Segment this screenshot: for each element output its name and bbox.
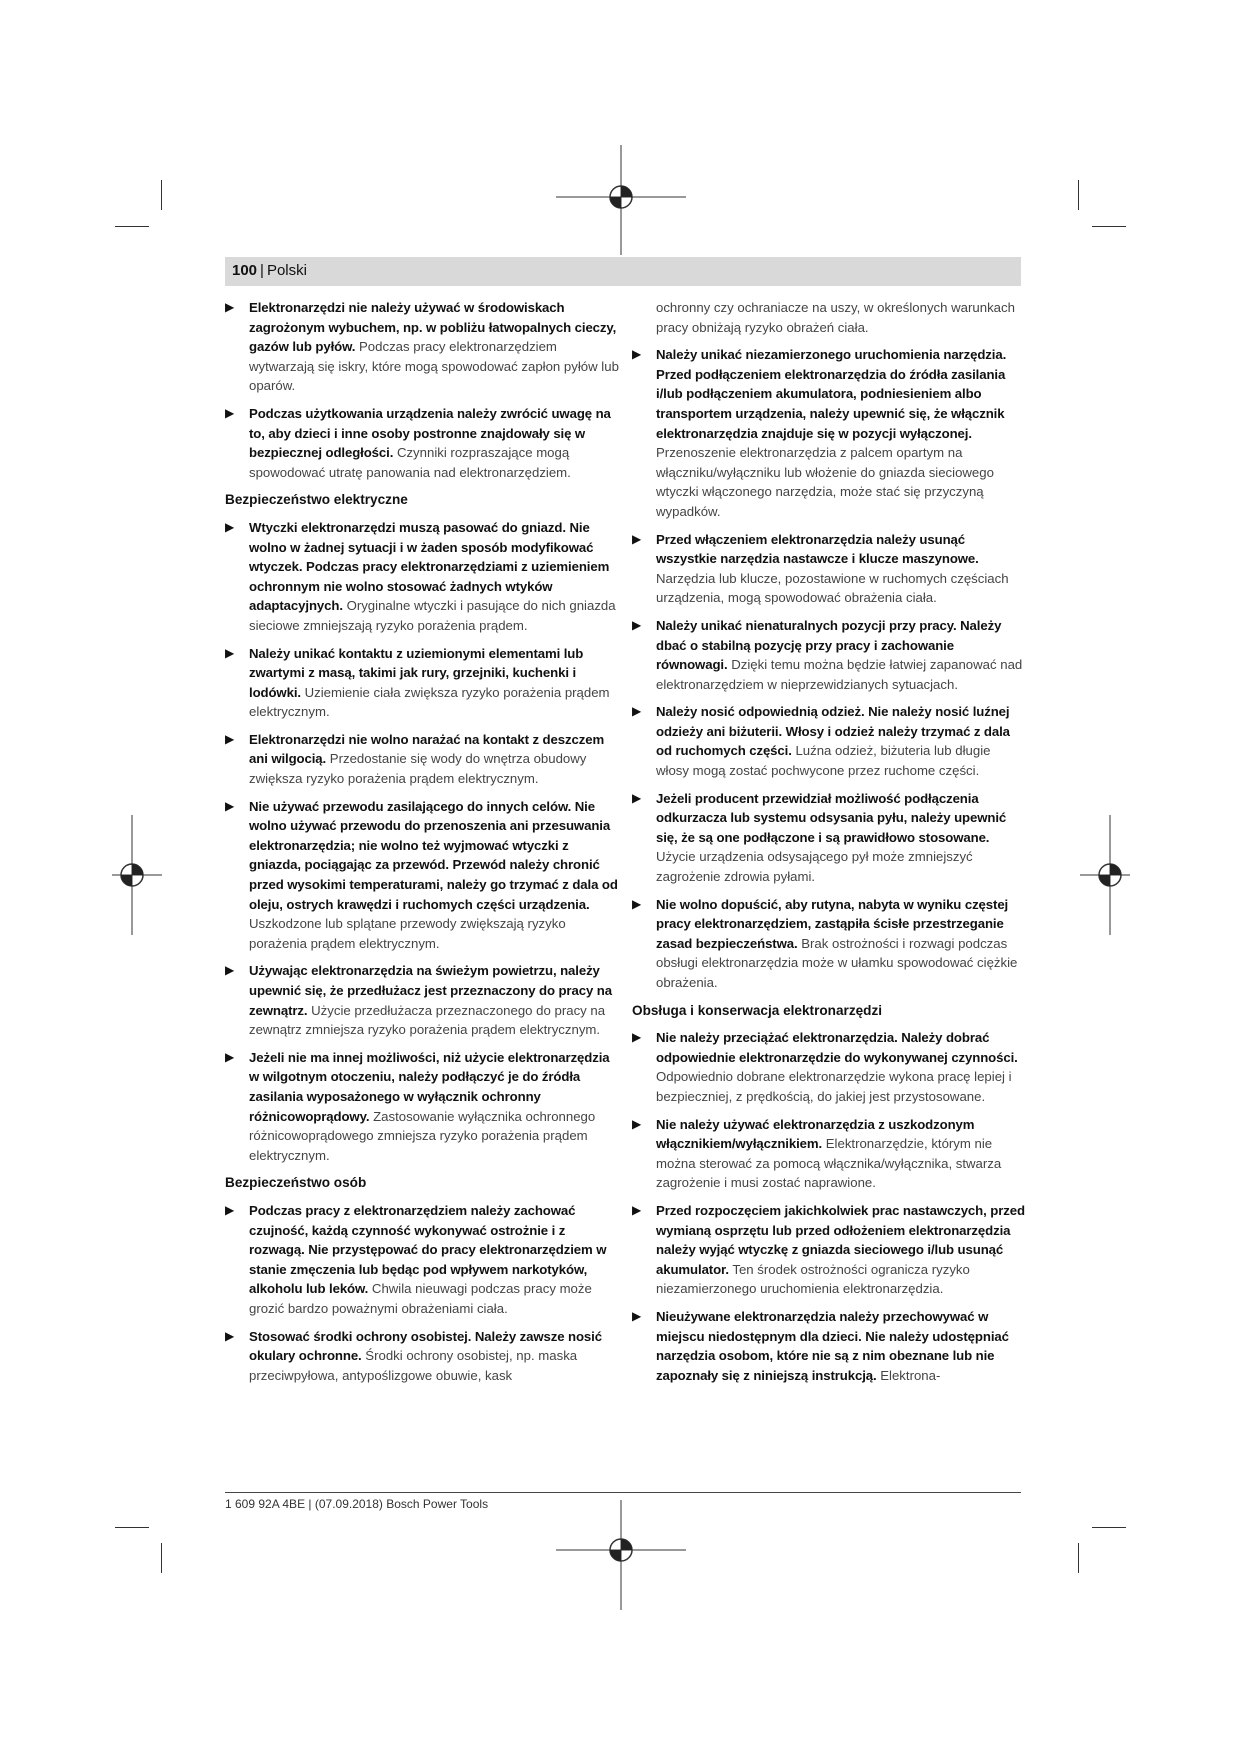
triangle-bullet-icon: ▶ (225, 798, 235, 813)
registration-mark-right-icon (1080, 815, 1130, 935)
item-lead: Jeżeli nie ma innej możliwości, niż użycie elektronarzędzia w wilgotnym otoczeniu, należy podłączyć je do źródła zasilania wyposażonego w wyłącznik ochronny różnicowoprądowy. (249, 1049, 610, 1124)
item-lead: Nieużywane elektronarzędzia należy przechowywać w miejscu niedostępnym dla dzieci. Nie należy udostępniać narzędzia osobom, które nie są z nim obeznane lub nie zapoznały się z niniejszą instrukcją. (656, 1308, 1009, 1383)
safety-item (225, 404, 620, 482)
item-body: Ten środek ostrożności ogranicza ryzyko niezamierzonego uruchomienia elektronarzędzia. (656, 1261, 970, 1297)
section-heading-personal: Bezpieczeństwo osób (225, 1175, 367, 1191)
crop-mark-bottom-right-v (1078, 1543, 1079, 1573)
section-heading-maintenance: Obsługa i konserwacja elektronarzędzi (632, 1002, 883, 1018)
safety-item (225, 1327, 620, 1386)
page-number: 100 (232, 262, 258, 279)
item-lead: Jeżeli producent przewidział możliwość podłączenia odkurzacza lub systemu odsysania pyłu, należy upewnić się, że są one podłączone i są prawidłowo stosowane. (656, 790, 1007, 845)
crop-mark-bottom-left-h (115, 1527, 149, 1528)
triangle-bullet-icon: ▶ (632, 704, 642, 719)
triangle-bullet-icon: ▶ (632, 617, 642, 632)
page-footer: 1 609 92A 4BE | (07.09.2018) Bosch Power Tools (225, 1497, 489, 1511)
crop-mark-top-left-v (161, 180, 162, 210)
safety-item-continuation (632, 298, 1027, 337)
registration-mark-left-icon (112, 815, 162, 935)
safety-item (632, 1115, 1027, 1193)
header-separator: | (260, 262, 264, 279)
crop-mark-bottom-right-h (1092, 1527, 1126, 1528)
item-lead: Należy unikać niezamierzonego uruchomienia narzędzia. Przed podłączeniem elektronarzędzia do źródła zasilania i/lub podłączeniem akumulatora, podniesieniem albo transportem urządzenia, należy upewnić się, że włącznik elektronarzędzia znajduje się w pozycji wyłączonej. (656, 347, 1007, 441)
item-body: Elektronarzędzie, którym nie można sterować za pomocą włącznika/wyłącznika, stwarza zagrożenie i musi zostać naprawione. (656, 1136, 1002, 1191)
item-body: Chwila nieuwagi podczas pracy może grozić bardzo poważnymi obrażeniami ciała. (249, 1281, 592, 1316)
triangle-bullet-icon: ▶ (632, 1202, 642, 1217)
item-body: Przedostanie się wody do wnętrza obudowy zwiększa ryzyko porażenia prądem elektrycznym. (249, 751, 587, 787)
header-band (225, 257, 1021, 286)
item-lead: Przed włączeniem elektronarzędzia należy usunąć wszystkie narzędzia nastawcze i klucze maszynowe. (656, 531, 979, 567)
item-lead: Podczas pracy z elektronarzędziem należy zachować czujność, każdą czynność wykonywać ostrożnie i z rozwagą. Nie przystępować do pracy elektronarzędziem w stanie zmęczenia lub będąc pod wpływem narkotyków, alkoholu lub leków. (249, 1202, 607, 1297)
item-lead: Należy nosić odpowiednią odzież. Nie należy nosić luźnej odzieży ani biżuterii. Włosy i odzież należy trzymać z dala od ruchomych części. (656, 704, 1010, 759)
safety-item (225, 298, 620, 396)
crop-mark-top-left-h (115, 226, 149, 227)
registration-mark-top-icon (556, 145, 686, 255)
safety-item (632, 1201, 1027, 1299)
item-lead: Nie używać przewodu zasilającego do innych celów. Nie wolno używać przewodu do przenoszenia ani przesuwania elektronarzędzia; nie wolno też wyjmować wtyczki z gniazda, pociągając za przewód. Przewód należy chronić przed wysokimi temperaturami, należy go trzymać z dala od oleju, ostrych krawędzi i ruchomych części urządzenia. (249, 798, 618, 912)
left-column (225, 298, 620, 1393)
safety-item (632, 895, 1027, 993)
item-lead: Elektronarzędzi nie należy używać w środowiskach zagrożonym wybuchem, np. w pobliżu łatwopalnych cieczy, gazów lub pyłów. (249, 300, 617, 355)
item-lead: Podczas użytkowania urządzenia należy zwrócić uwagę na to, aby dzieci i inne osoby postronne znajdowały się w bezpiecznej odległości. (249, 405, 611, 461)
section-heading-electrical: Bezpieczeństwo elektryczne (225, 492, 408, 508)
safety-item (225, 961, 620, 1039)
item-body: Elektrona- (880, 1367, 941, 1383)
item-body: Zastosowanie wyłącznika ochronnego różnicowoprądowego zmniejsza ryzyko porażenia prądem elektrycznym. (249, 1108, 596, 1163)
item-body: Brak ostrożności i rozwagi podczas obsługi elektronarzędzia może w ułamku spowodować ciężkie obrażenia. (656, 935, 1018, 990)
registration-mark-bottom-icon (556, 1500, 686, 1610)
safety-item (225, 797, 620, 954)
triangle-bullet-icon: ▶ (225, 1049, 235, 1064)
triangle-bullet-icon: ▶ (225, 300, 235, 314)
triangle-bullet-icon: ▶ (632, 896, 642, 911)
triangle-bullet-icon: ▶ (225, 645, 235, 660)
item-lead: Nie należy używać elektronarzędzia z uszkodzonym włącznikiem/wyłącznikiem. (656, 1116, 975, 1152)
item-lead: Przed rozpoczęciem jakichkolwiek prac nastawczych, przed wymianą osprzętu lub przed odłożeniem elektronarzędzia należy wyjąć wtyczkę z gniazda sieciowego i/lub usunąć akumulator. (656, 1202, 1025, 1277)
item-body: Przenoszenie elektronarzędzia z palcem opartym na włączniku/wyłączniku lub włożenie do gniazda sieciowego wtyczki włączonego narzędzia, może stać się przyczyną wypadków. (656, 445, 994, 519)
triangle-bullet-icon: ▶ (632, 531, 642, 546)
header-language: Polski (266, 262, 307, 279)
safety-item (225, 1048, 620, 1166)
item-body: Uszkodzone lub splątane przewody zwiększają ryzyko porażenia prądem elektrycznym. (249, 916, 566, 951)
page-header (232, 262, 307, 279)
crop-mark-top-right-v (1078, 180, 1079, 210)
item-lead: Wtyczki elektronarzędzi muszą pasować do gniazd. Nie wolno w żadnej sytuacji i w żaden sposób modyfikować wtyczek. Podczas pracy elektronarzędziami z uziemieniem ochronnym nie wolno stosować żadnych wtyków adaptacyjnych. (249, 519, 610, 614)
item-lead: Elektronarzędzi nie wolno narażać na kontakt z deszczem ani wilgocią. (249, 731, 605, 767)
item-body: Narzędzia lub klucze, pozostawione w ruchomych częściach urządzenia, mogą spowodować obrażenia ciała. (656, 570, 1009, 606)
triangle-bullet-icon: ▶ (225, 963, 235, 978)
safety-item (632, 616, 1027, 694)
item-body: Oryginalne wtyczki i pasujące do nich gniazda sieciowe zmniejszają ryzyko porażenia prądem. (249, 598, 616, 633)
item-body: Czynniki rozpraszające mogą spowodować utratę panowania nad elektronarzędziem. (249, 445, 571, 480)
safety-item (632, 702, 1027, 780)
item-lead: Stosować środki ochrony osobistej. Należy zawsze nosić okulary ochronne. (249, 1328, 602, 1364)
item-body: Podczas pracy elektronarzędziem wytwarzają się iskry, które mogą spowodować zapłon pyłów lub oparów. (249, 339, 619, 394)
triangle-bullet-icon: ▶ (225, 1202, 235, 1217)
triangle-bullet-icon: ▶ (225, 519, 235, 534)
item-lead: Używając elektronarzędzia na świeżym powietrzu, należy upewnić się, że przedłużacz jest przeznaczony do pracy na zewnątrz. (249, 963, 612, 1018)
item-lead: Należy unikać kontaktu z uziemionymi elementami lub zwartymi z masą, takimi jak rury, grzejniki, kuchenki i lodówki. (249, 645, 584, 700)
crop-mark-bottom-left-v (161, 1543, 162, 1573)
safety-item (632, 1307, 1027, 1385)
safety-item (225, 644, 620, 722)
safety-item (225, 730, 620, 789)
triangle-bullet-icon: ▶ (225, 1328, 235, 1343)
item-body: Użycie przedłużacza przeznaczonego do pracy na zewnątrz zmniejsza ryzyko porażenia prądem elektrycznym. (249, 1002, 606, 1038)
triangle-bullet-icon: ▶ (632, 1308, 642, 1323)
triangle-bullet-icon: ▶ (632, 1116, 642, 1131)
safety-item (225, 1201, 620, 1319)
triangle-bullet-icon: ▶ (632, 790, 642, 805)
crop-mark-top-right-h (1092, 226, 1126, 227)
safety-item (632, 789, 1027, 887)
item-body: Dzięki temu można będzie łatwiej zapanować nad elektronarzędziem w nieprzewidzianych sytuacjach. (656, 657, 1023, 692)
item-body: Luźna odzież, biżuteria lub długie włosy mogą zostać pochwycone przez ruchome części. (656, 743, 991, 779)
item-body: Użycie urządzenia odsysającego pył może zmniejszyć zagrożenie zdrowia pyłami. (656, 849, 973, 885)
safety-item (632, 345, 1027, 521)
item-lead: Nie wolno dopuścić, aby rutyna, nabyta w wyniku częstej pracy elektronarzędziem, zastąpiła ścisłe przestrzeganie zasad bezpieczeństwa. (656, 896, 1009, 951)
safety-item (225, 518, 620, 636)
triangle-bullet-icon: ▶ (225, 405, 235, 420)
right-column (632, 298, 1027, 1393)
safety-item (632, 530, 1027, 608)
triangle-bullet-icon: ▶ (225, 731, 235, 746)
item-body: Środki ochrony osobistej, np. maska przeciwpyłowa, antypoślizgowe obuwie, kask (249, 1348, 578, 1383)
triangle-bullet-icon: ▶ (632, 347, 642, 362)
triangle-bullet-icon: ▶ (632, 1030, 642, 1045)
item-body: Uziemienie ciała zwiększa ryzyko porażenia prądem elektrycznym. (249, 684, 610, 720)
item-body: Odpowiednio dobrane elektronarzędzie wykona pracę lepiej i bezpieczniej, z prędkością, do jakiej jest przystosowane. (656, 1069, 1012, 1104)
item-lead: Należy unikać nienaturalnych pozycji przy pracy. Należy dbać o stabilną pozycję przy pracy i zachowanie równowagi. (656, 617, 1002, 673)
item-lead: Nie należy przeciążać elektronarzędzia. Należy dobrać odpowiednie elektronarzędzie do wykonywanej czynności. (656, 1030, 1018, 1065)
item-body: ochronny czy ochraniacze na uszy, w określonych warunkach pracy obniżają ryzyko obrażeń ciała. (656, 300, 1015, 335)
footer-rule (225, 1492, 1021, 1493)
safety-item (632, 1028, 1027, 1106)
